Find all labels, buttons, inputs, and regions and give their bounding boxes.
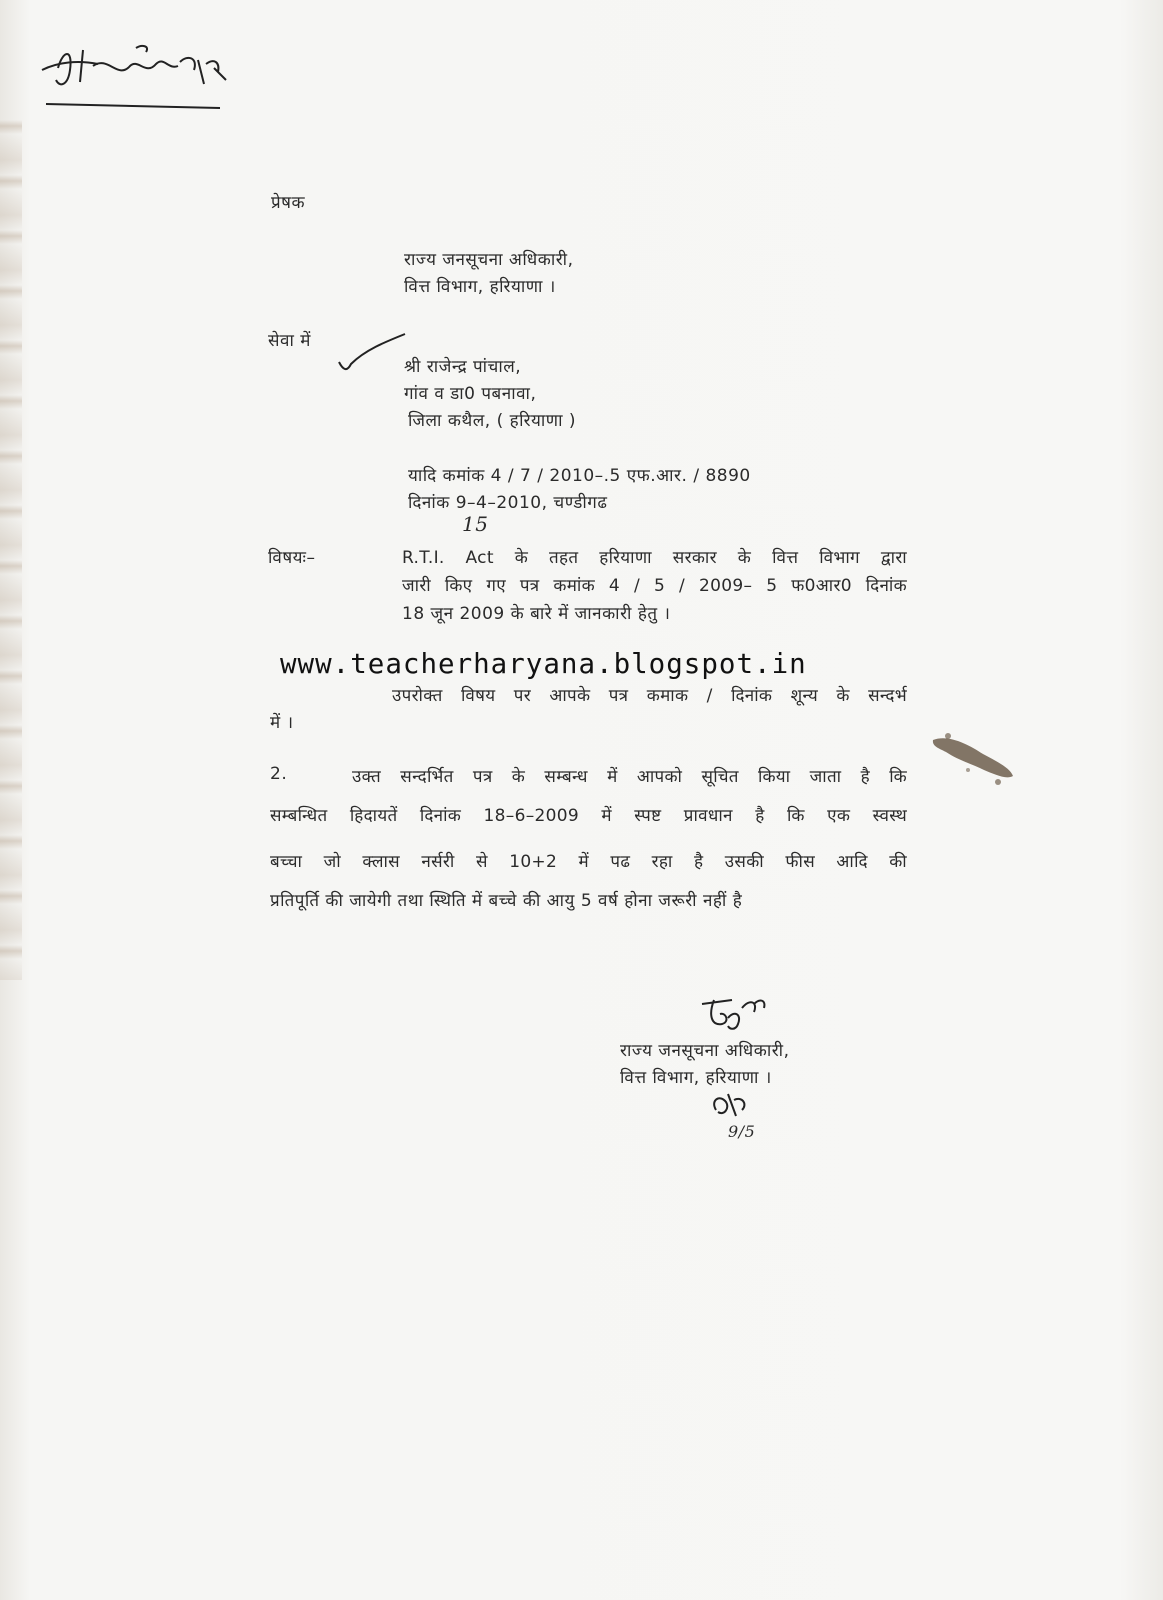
reference-number: यादि कमांक 4 / 7 / 2010–.5 एफ.आर. / 8890 (408, 466, 751, 486)
paragraph-2-line-2: सम्बन्धित हिदायतें दिनांक 18–6–2009 में स्पष्ट प्रावधान है कि एक स्वस्थ (270, 806, 907, 826)
signature (692, 990, 772, 1044)
handwritten-tick-mark (335, 332, 410, 381)
paper-edge-stain (0, 120, 22, 980)
letter-date: दिनांक 9–4–2010, चण्डीगढ (408, 493, 608, 513)
ink-stain (928, 730, 1018, 790)
recipient-village: गांव व डा0 पबनावा, (404, 384, 537, 404)
signatory-title: राज्य जनसूचना अधिकारी, (620, 1041, 790, 1061)
handwritten-date-note: 15 (462, 512, 489, 536)
paragraph-1-line-2: में । (270, 713, 294, 733)
sender-department: वित्त विभाग, हरियाणा । (404, 277, 556, 297)
signatory-department: वित्त विभाग, हरियाणा । (620, 1068, 772, 1088)
subject-line-3: 18 जून 2009 के बारे में जानकारी हेतु । (402, 604, 671, 624)
paragraph-1-line-1: उपरोक्त विषय पर आपके पत्र कमाक / दिनांक शून्य के सन्दर्भ (392, 686, 907, 706)
paragraph-2-number: 2. (270, 764, 288, 784)
handwritten-file-note (38, 40, 238, 119)
subject-label: विषयः– (268, 548, 316, 568)
sender-title: राज्य जनसूचना अधिकारी, (404, 250, 574, 270)
recipient-name: श्री राजेन्द्र पांचाल, (404, 357, 522, 377)
watermark-url: www.teacherharyana.blogspot.in (280, 648, 807, 680)
recipient-district: जिला कथैल, ( हरियाणा ) (408, 411, 577, 431)
paragraph-2-line-3: बच्चा जो क्लास नर्सरी से 10+2 में पढ रहा है उसकी फीस आदि की (270, 852, 907, 872)
initials-date: 9/5 (728, 1122, 756, 1141)
to-label: सेवा में (268, 331, 311, 351)
subject-line-1: R.T.I. Act के तहत हरियाणा सरकार के वित्त विभाग द्वारा (402, 548, 907, 568)
paragraph-2-line-4: प्रतिपूर्ति की जायेगी तथा स्थिति में बच्चे की आयु 5 वर्ष होना जरूरी नहीं है (270, 891, 743, 911)
subject-line-2: जारी किए गए पत्र कमांक 4 / 5 / 2009– 5 फ0आर0 दिनांक (402, 576, 907, 596)
sender-label: प्रेषक (271, 193, 306, 213)
paragraph-2-line-1: उक्त सन्दर्भित पत्र के सम्बन्ध में आपको सूचित किया जाता है कि (352, 767, 907, 787)
